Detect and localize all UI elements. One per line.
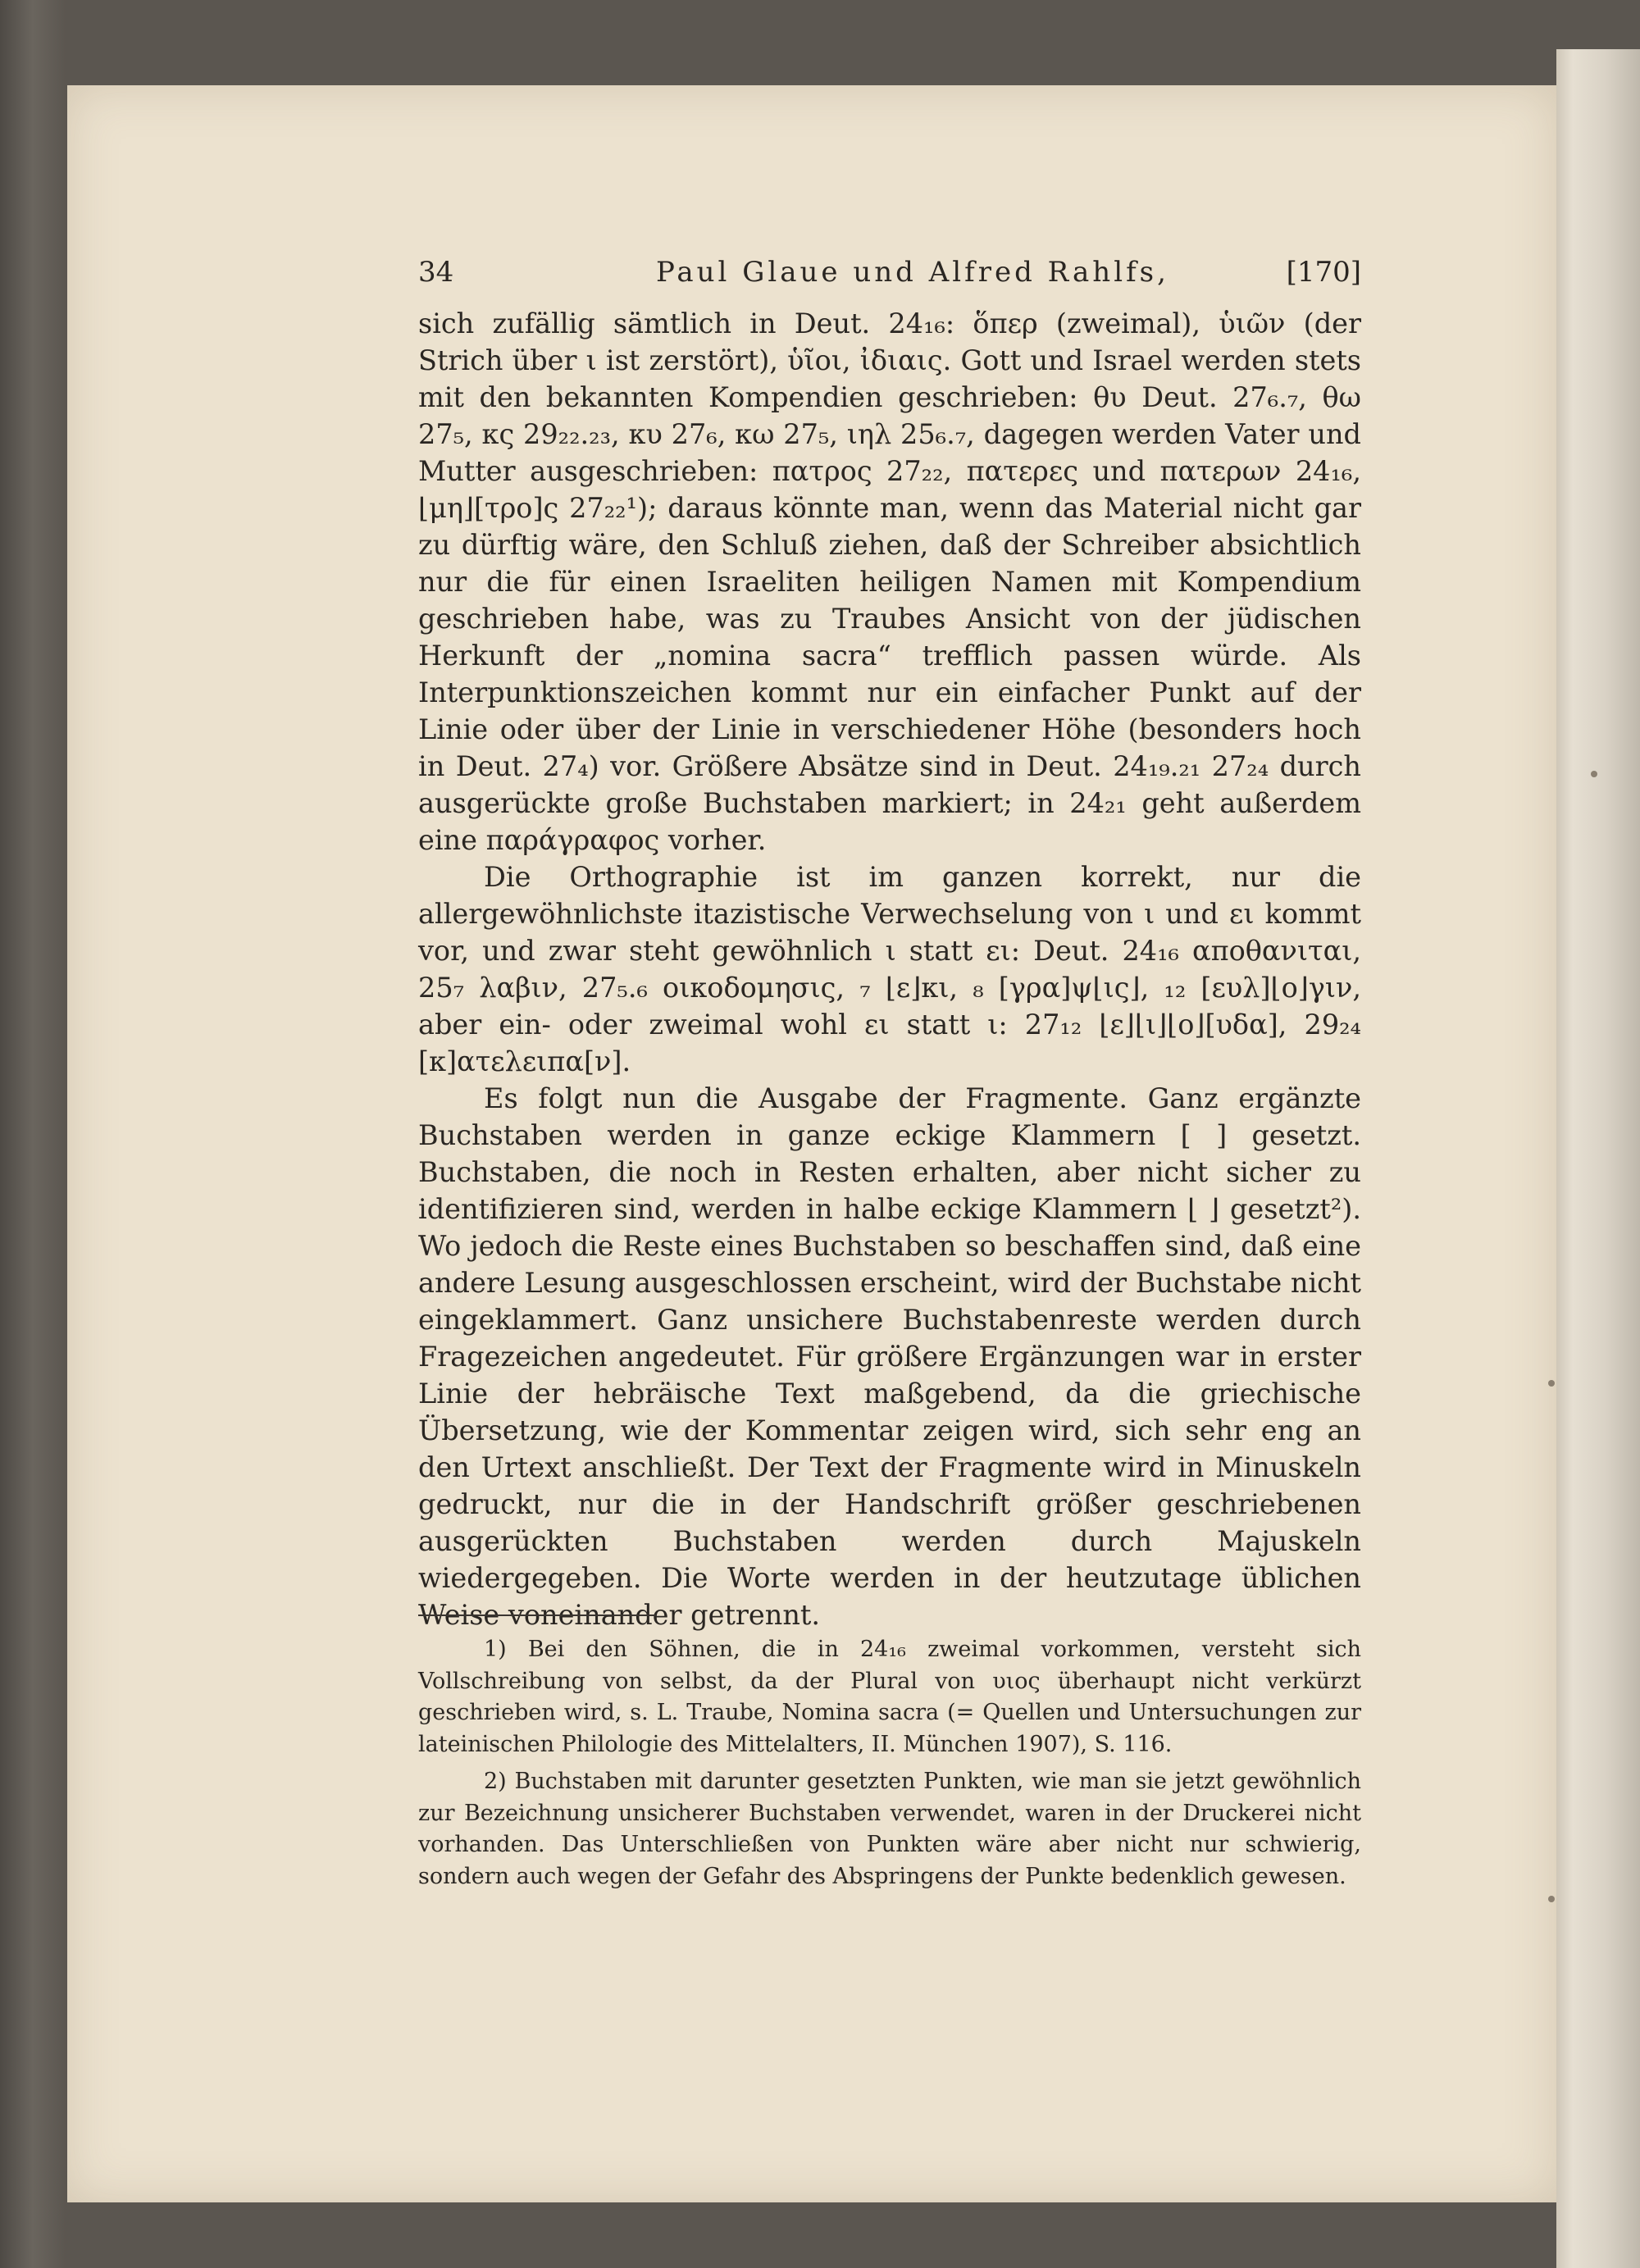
footnote-1: 1) Bei den Söhnen, die in 24₁₆ zweimal vorkommen, versteht sich Vollschreibung von selbst, da der Plural von υιος überhaupt nicht verkürzt geschrieben wird, s. L. Traube, Nomina sacra (= Quellen und Untersuchungen zur lateinischen Philologie des Mittelalters, II. München 1907), S. 116. <box>418 1637 1361 1757</box>
bracket-page-number: [170] <box>1286 256 1361 289</box>
margin-speck <box>1548 1896 1555 1902</box>
next-page-edge <box>1556 49 1640 2268</box>
page-header <box>418 256 1361 297</box>
margin-speck <box>1548 1380 1555 1387</box>
page-number: 34 <box>418 256 454 289</box>
running-title: Paul Glaue und Alfred Rahlfs, <box>656 256 1169 289</box>
paragraph-3: Es folgt nun die Ausgabe der Fragmente. Ganz ergänzte Buchstaben werden in ganze eckige Klammern [ ] gesetzt. Buchstaben, die noch in Resten erhalten, aber nicht sicher zu identifizieren sind, werden in halbe eckige Klammern ⌊ ⌋ gesetzt²). Wo jedoch die Reste eines Buchstaben so beschaffen sind, daß eine andere Lesung ausgeschlossen erscheint, wird der Buchstabe nicht eingeklammert. Ganz unsichere Buchstabenreste werden durch Fragezeichen angedeutet. Für größere Ergänzungen war in erster Linie der hebräische Text maßgebend, da die griechische Übersetzung, wie der Kommentar zeigen wird, sich sehr eng an den Urtext anschließt. Der Text der Fragmente wird in Minuskeln gedruckt, nur die in der Handschrift größer geschriebenen ausgerückten Buchstaben werden durch Majuskeln wiedergegeben. Die Worte werden in der heutzutage üblichen Weise voneinander getrennt. <box>418 1082 1361 1631</box>
footnote-rule <box>418 1614 656 1616</box>
main-text <box>418 305 1361 1633</box>
paragraph-1: sich zufällig sämtlich in Deut. 24₁₆: ὅπερ (zweimal), ὑιῶν (der Strich über ι ist zerstört), ὑῖοι, ἰδιαις. Gott und Israel werden stets mit den bekannten Kompendien geschrieben: θυ Deut. 27₆.₇, θω 27₅, κς 29₂₂.₂₃, κυ 27₆, κω 27₅, ιηλ 25₆.₇, dagegen werden Vater und Mutter ausgeschrieben: πατρος 27₂₂, πατερες und πατερων 24₁₆, ⌊μη⌋[τρο]ς 27₂₂¹); daraus könnte man, wenn das Material nicht gar zu dürftig wäre, den Schluß ziehen, daß der Schreiber absichtlich nur die für einen Israeliten heiligen Namen mit Kompendium geschrieben habe, was zu Traubes Ansicht von der jüdischen Herkunft der „nomina sacra“ trefflich passen würde. Als Interpunktionszeichen kommt nur ein einfacher Punkt auf der Linie oder über der Linie in verschiedener Höhe (besonders hoch in Deut. 27₄) vor. Größere Absätze sind in Deut. 24₁₉.₂₁ 27₂₄ durch ausgerückte große Buchstaben markiert; in 24₂₁ geht außerdem eine παράγραφος vorher. <box>418 307 1361 856</box>
footnotes <box>418 1634 1361 1898</box>
margin-speck <box>1591 771 1597 777</box>
footnote-2: 2) Buchstaben mit darunter gesetzten Punkten, wie man sie jetzt gewöhnlich zur Bezeichnung unsicherer Buchstaben verwendet, waren in der Druckerei nicht vorhanden. Das Unterschließen von Punkten wäre aber nicht nur schwierig, sondern auch wegen der Gefahr des Abspringens der Punkte bedenklich gewesen. <box>418 1769 1361 1889</box>
paragraph-2: Die Orthographie ist im ganzen korrekt, nur die allergewöhnlichste itazistische Verwechselung von ι und ει kommt vor, und zwar steht gewöhnlich ι statt ει: Deut. 24₁₆ αποθανιται, 25₇ λαβιν, 27₅.₆ οικοδομησις, ₇ ⌊ε⌋κι, ₈ [γρα]ψ⌊ις⌋, ₁₂ [ευλ]⌊ο⌋γιν, aber ein- oder zweimal wohl ει statt ι: 27₁₂ ⌊ε⌋⌊ι⌋⌊ο⌋[υδα], 29₂₄ [κ]ατελειπα[ν]. <box>418 861 1361 1077</box>
